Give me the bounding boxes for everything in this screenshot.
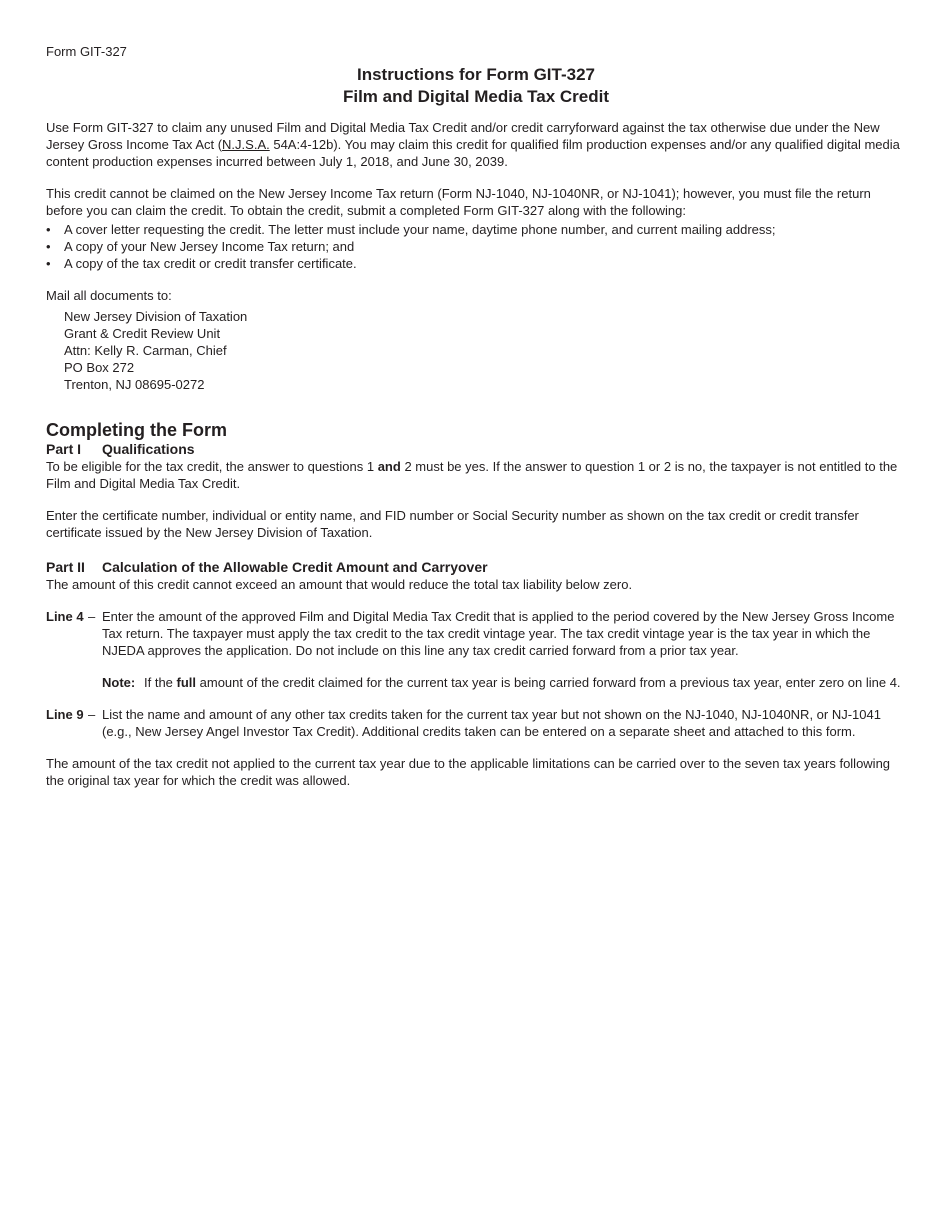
line-4-text: Enter the amount of the approved Film and Digital Media Tax Credit that is applied to the period covered by the New Jersey Gross Income Tax return. The taxpayer must apply the tax credit to the tax credit vintage year. The tax credit vintage year is the tax year in which the NJEDA approves the application. Do not include on this line any tax credit carried forward from a prior tax year. [102, 609, 895, 658]
title-line-1: Instructions for Form GIT-327 [356, 65, 596, 84]
address-line: PO Box 272 [64, 360, 135, 375]
part2-number: Part II [46, 559, 85, 575]
mail-label: Mail all documents to: [46, 288, 172, 303]
instructions-page [46, 43, 906, 789]
line-4-dash: – [88, 609, 96, 624]
part1-title: Qualifications [102, 441, 195, 457]
statute-reference: N.J.S.A. [222, 137, 270, 152]
carryover-paragraph: The amount of the tax credit not applied to the current tax year due to the applicable limitations can be carried over to the seven tax years following the original tax year for which the credit was allowed. [46, 756, 891, 788]
part2-paragraph-1: The amount of this credit cannot exceed an amount that would reduce the total tax liability below zero. [46, 577, 633, 592]
list-item: • A copy of your New Jersey Income Tax return; and [46, 238, 906, 255]
line-9-label: Line 9 [46, 707, 84, 722]
note-text [144, 674, 906, 691]
title-line-2: Film and Digital Media Tax Credit [342, 87, 610, 106]
intro-paragraph-2: This credit cannot be claimed on the New Jersey Income Tax return (Form NJ-1040, NJ-1040NR, or NJ-1041); however, you must file the return before you can claim the credit. To obtain the credit, submit a completed Form GIT-327 along with the following: [46, 186, 871, 218]
address-line: Attn: Kelly R. Carman, Chief [64, 343, 227, 358]
part1-text-b: 2 must be yes. If the answer to question 1 or 2 is no, the taxpayer is not entitled to the Film and Digital Media Tax Credit. [46, 459, 898, 491]
part1-paragraph-2: Enter the certificate number, individual or entity name, and FID number or Social Security number as shown on the tax credit or credit transfer certificate issued by the New Jersey Division of Taxation. [46, 508, 859, 540]
line-9-instruction [46, 706, 906, 740]
note-text-b: amount of the credit claimed for the current tax year is being carried forward from a previous tax year, enter zero on line 4. [196, 675, 901, 690]
form-id: Form GIT-327 [46, 44, 127, 59]
line-9-text: List the name and amount of any other tax credits taken for the current tax year but not shown on the NJ-1040, NJ-1040NR, or NJ-1041 (e.g., New Jersey Angel Investor Tax Credit). Additional credits taken can be entered on a separate sheet and attached to this form. [102, 707, 881, 739]
intro-text-a: Use Form GIT-327 to claim any unused Film and Digital Media Tax Credit and/or credit carryforward against the tax otherwise due under the New Jersey Gross Income Tax Act ( [46, 120, 880, 152]
list-item: • A copy of the tax credit or credit transfer certificate. [46, 255, 906, 272]
line-9-dash: – [88, 707, 96, 722]
document-title [46, 64, 906, 108]
intro-paragraph-1 [46, 119, 906, 170]
part2-title: Calculation of the Allowable Credit Amount and Carryover [102, 559, 488, 575]
part1-number: Part I [46, 441, 82, 457]
mailing-address [46, 308, 906, 393]
part2-heading [46, 559, 906, 576]
line-4-label: Line 4 [46, 609, 84, 624]
required-documents-list [46, 221, 906, 272]
list-item: • A cover letter requesting the credit. The letter must include your name, daytime phone number, and current mailing address; [46, 221, 906, 238]
intro-text-b: 54A:4-12b). You may claim this credit for qualified film production expenses and/or any qualified digital media content production expenses incurred between July 1, 2018, and June 30, 2039. [46, 137, 900, 169]
note-text-bold: full [176, 675, 197, 690]
address-line: New Jersey Division of Taxation [64, 309, 248, 324]
note-text-a: If the [144, 675, 177, 690]
part1-text-bold: and [377, 459, 401, 474]
line-4-note [46, 674, 906, 691]
part1-text-a: To be eligible for the tax credit, the answer to questions 1 [46, 459, 378, 474]
completing-heading: Completing the Form [46, 420, 227, 440]
part1-heading [46, 441, 906, 458]
address-line: Trenton, NJ 08695-0272 [64, 377, 205, 392]
line-4-instruction [46, 608, 906, 659]
part1-paragraph-1 [46, 458, 906, 492]
note-label: Note: [102, 675, 136, 690]
address-line: Grant & Credit Review Unit [64, 326, 221, 341]
